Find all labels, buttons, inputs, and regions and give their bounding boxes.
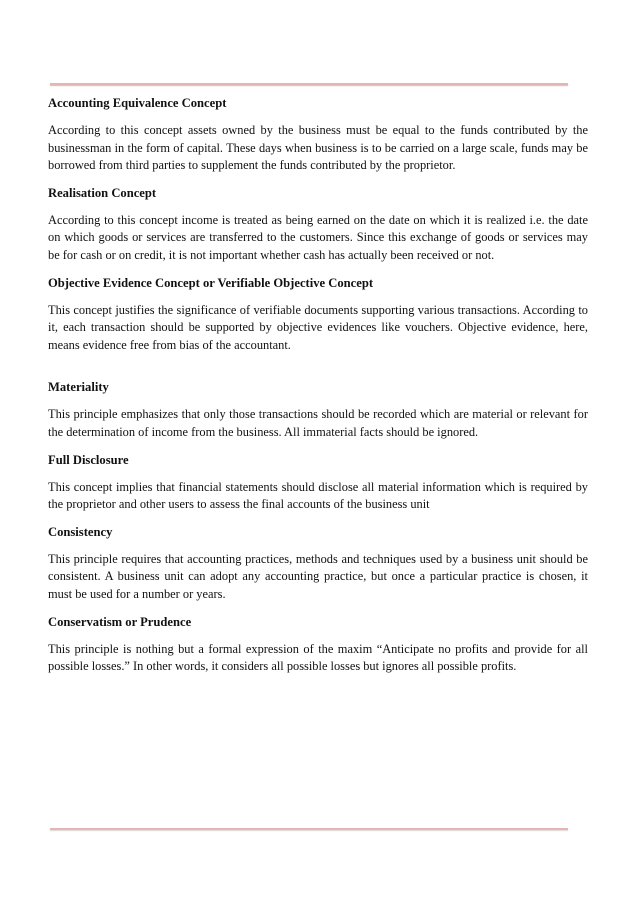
section-body-objective-evidence: This concept justifies the significance of verifiable documents supporting various transactions. According to it, each transaction should be supported by objective evidences like vouchers. Objective evidence, here, means evidence free from bias of the accountant.: [48, 302, 588, 352]
section-heading-consistency: Consistency: [48, 524, 113, 539]
section-heading-materiality: Materiality: [48, 380, 109, 395]
section-heading-conservatism: Conservatism or Prudence: [48, 614, 192, 629]
section-heading-accounting-equivalence: Accounting Equivalence Concept: [48, 96, 227, 110]
document-body: [48, 95, 588, 676]
section-body-consistency: This principle requires that accounting practices, methods and techniques used by a business unit should be consistent. A business unit can adopt any accounting practice, but once a particular practice is chosen, it must be used for a number or years.: [48, 551, 588, 601]
footer-divider: [50, 828, 568, 830]
section-heading-objective-evidence: Objective Evidence Concept or Verifiable Objective Concept: [48, 275, 374, 290]
section-body-accounting-equivalence: According to this concept assets owned by the business must be equal to the funds contributed by the businessman in the form of capital. These days when business is to be carried on a large scale, funds may be borrowed from third parties to supplement the funds contributed by the proprietor.: [48, 123, 588, 173]
section-body-full-disclosure: This concept implies that financial statements should disclose all material information which is required by the proprietor and other users to assess the final accounts of the business unit: [48, 479, 588, 512]
section-body-conservatism: This principle is nothing but a formal expression of the maxim “Anticipate no profits and provide for all possible losses.” In other words, it considers all possible losses but ignores all possible profits.: [48, 641, 588, 674]
section-heading-full-disclosure: Full Disclosure: [48, 452, 129, 467]
section-body-realisation: According to this concept income is treated as being earned on the date on which it is realized i.e. the date on which goods or services are transferred to the customers. Since this exchange of goods or services may be for cash or on credit, it is not important whether cash has actually been received or not.: [48, 212, 588, 262]
section-body-materiality: This principle emphasizes that only those transactions should be recorded which are material or relevant for the determination of income from the business. All immaterial facts should be ignored.: [48, 407, 588, 439]
section-heading-realisation: Realisation Concept: [48, 185, 157, 200]
header-divider: [50, 83, 568, 85]
